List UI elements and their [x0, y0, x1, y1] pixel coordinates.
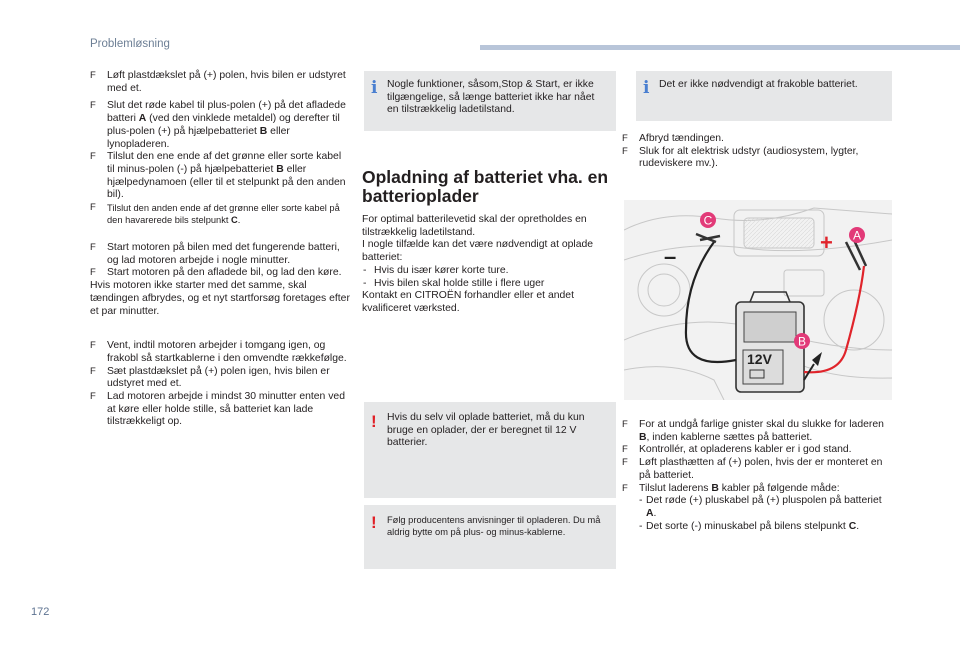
step-wait-disconnect: F Vent, indtil motoren arbejder i tomgang igen, og frakobl så startkablerne i den omvendte rækkefølge. — [90, 340, 350, 365]
step-ignition-off: F Afbryd tændingen. — [622, 133, 888, 146]
warning-icon: ! — [371, 513, 377, 532]
warning-charger-12v — [364, 402, 616, 498]
step-connect-black-cable: - Det sorte (-) minuskabel på bilens stelpunkt C. — [622, 521, 888, 534]
label-b: B — [797, 334, 807, 349]
charging-steps — [622, 419, 888, 533]
battery-charger-illustration — [624, 200, 892, 400]
step-switch-off-charger: F For at undgå farlige gnister skal du slukke for laderen B, inden kablerne sættes på batteriet. — [622, 419, 888, 444]
info-note-text: Det er ikke nødvendigt at frakoble batteriet. — [659, 79, 858, 90]
warning-icon: ! — [371, 412, 377, 431]
warning-text: Følg producentens anvisninger til opladeren. Du må aldrig bytte om på plus- og minus-kablerne. — [387, 515, 601, 538]
label-c: C — [703, 213, 713, 228]
case-short-trips: - Hvis du især kører korte ture. — [362, 265, 614, 278]
label-a: A — [852, 228, 862, 243]
step-refit-cover: F Sæt plastdækslet på (+) polen igen, hvis bilen er udstyret med et. — [90, 366, 350, 391]
section-header: Problemløsning — [90, 38, 170, 50]
plus-sign: + — [820, 230, 833, 255]
charger-voltage-label: 12V — [747, 351, 772, 367]
warning-polarity — [364, 505, 616, 569]
info-note-disconnect — [636, 71, 892, 121]
step-lift-cap: F Løft plasthætten af (+) polen, hvis der er monteret en på batteriet. — [622, 457, 888, 482]
contact-dealer: Kontakt en CITROËN forhandler eller et andet kvalificeret værksted. — [362, 290, 574, 314]
step-lift-cover: F Løft plastdækslet på (+) polen, hvis bilen er udstyret med et. — [90, 70, 350, 95]
page-number: 172 — [31, 606, 50, 618]
step-connect-ground: F Tilslut den anden ende af det grønne eller sorte kabel på den havarerede bils stelpunkt C. — [90, 202, 350, 226]
info-icon: i — [643, 78, 650, 98]
step-run-engine: F Lad motoren arbejde i mindst 30 minutter enten ved at køre eller holde stille, så batteriet kan lade tilstrækkeligt op. — [90, 391, 350, 429]
step-switch-off-equipment: F Sluk for alt elektrisk udstyr (audiosystem, lygter, rudeviskere mv.). — [622, 146, 888, 171]
step-start-flat: F Start motoren på den afladede bil, og lad den køre. — [90, 267, 350, 280]
step-connect-red-cable: - Det røde (+) pluskabel på (+) pluspolen på batteriet A. — [622, 495, 888, 520]
column-1 — [90, 70, 350, 429]
case-parked-weeks: - Hvis bilen skal holde stille i flere uger — [362, 278, 614, 291]
intro-line-1: For optimal batterilevetid skal der opretholdes en tilstrækkelig ladetilstand. — [362, 214, 587, 238]
info-note-stop-start — [364, 71, 616, 131]
step-check-cables: F Kontrollér, at opladerens kabler er i god stand. — [622, 444, 888, 457]
intro-line-2: I nogle tilfælde kan det være nødvendigt at oplade batteriet: — [362, 239, 594, 264]
retry-paragraph: Hvis motoren ikke starter med det samme, skal tændingen afbrydes, og et nyt startforsøg foretages efter et par minutter. — [90, 280, 350, 317]
step-connect-intro: F Tilslut laderens B kabler på følgende måde: — [622, 483, 888, 496]
minus-sign: – — [664, 244, 677, 269]
prep-steps — [622, 133, 888, 171]
section-title: Opladning af batteriet vha. en batterioplader — [362, 167, 609, 206]
step-connect-red: F Slut det røde kabel til plus-polen (+) på det afladede batteri A (ved den vinklede metaldel) og derefter til plus-polen (+) på hjælpebatteriet B eller lynopladeren. — [90, 100, 350, 151]
charging-intro — [362, 214, 614, 316]
warning-text: Hvis du selv vil oplade batteriet, må du kun bruge en oplader, der er beregnet til 12 V batterier. — [387, 412, 585, 449]
info-note-text: Nogle funktioner, såsom,Stop & Start, er ikke tilgængelige, så længe batteriet ikke har nået en tilstrækkelig ladetilstand. — [387, 79, 595, 116]
header-bar — [480, 45, 960, 50]
step-start-good: F Start motoren på bilen med det fungerende batteri, og lad motoren arbejde i nogle minutter. — [90, 242, 350, 267]
charger-device — [736, 292, 807, 392]
info-icon: i — [371, 78, 378, 98]
step-connect-green: F Tilslut den ene ende af det grønne eller sorte kabel til minus-polen (-) på hjælpebatteriet B eller hjælpedynamoen (eller til et stelpunkt på den anden bil). — [90, 151, 350, 202]
